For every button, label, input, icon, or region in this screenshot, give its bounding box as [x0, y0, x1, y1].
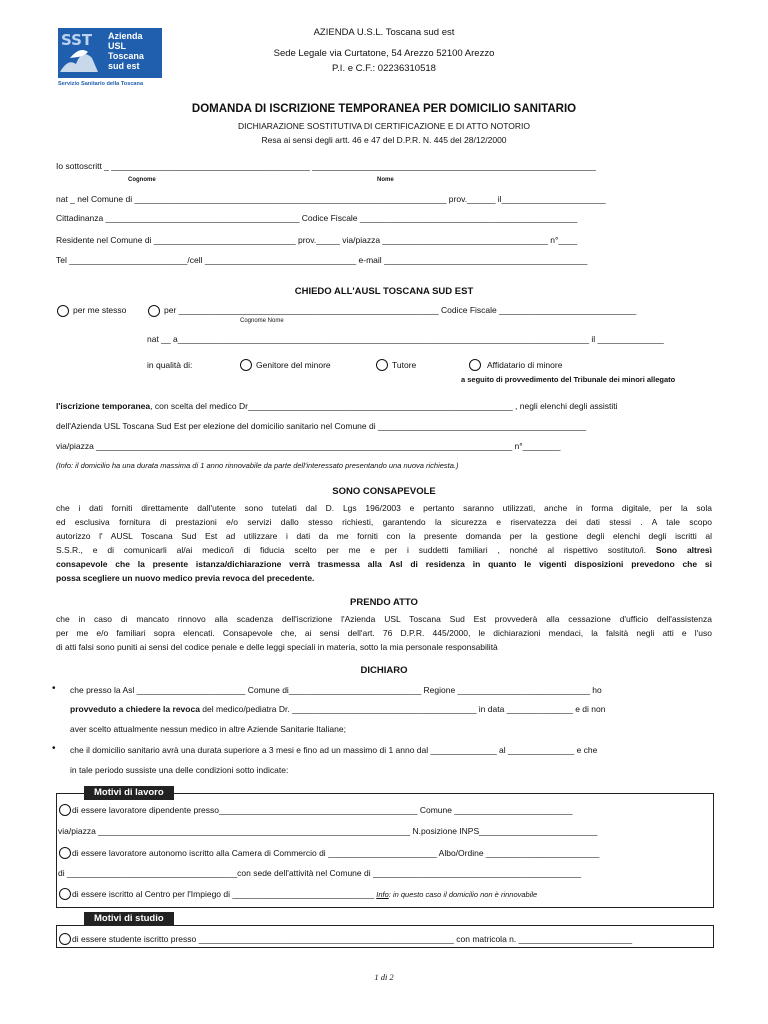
revocation-text: aver scelto attualmente nessun medico in altre Aziende Sanitarie Italiane;	[70, 724, 346, 734]
name-caption: Nome	[377, 177, 394, 183]
employee-field[interactable]: di essere lavoratore dipendente presso__________________________________________ Comune _________________________	[72, 805, 573, 815]
surname-name-caption: Cognome Nome	[240, 318, 284, 324]
svg-text:sud est: sud est	[108, 61, 140, 71]
duration-field[interactable]: che il domicilio sanitario avrà una durata superiore a 3 mesi e fino ad un massimo di 1 anno dal ______________ al ______________ e che	[70, 745, 598, 755]
job-center-field[interactable]: di essere iscritto al Centro per l'Impiego di ______________________________ Info: in questo caso il domicilio non è rinnovabile	[72, 889, 538, 899]
org-address: Sede Legale via Curtatone, 54 Arezzo 52100 Arezzo	[273, 48, 495, 59]
contacts-field[interactable]: Tel _________________________/cell ________________________________ e-mail ___________________________________________	[56, 255, 588, 265]
student-radio[interactable]	[59, 933, 71, 945]
request-heading: CHIEDO ALL'AUSL TOSCANA SUD EST	[294, 286, 474, 297]
declare-heading: DICHIARO	[360, 665, 408, 676]
svg-text:SST: SST	[61, 31, 93, 49]
svg-text:Toscana: Toscana	[108, 51, 144, 61]
work-reasons-heading: Motivi di lavoro	[84, 786, 174, 800]
revocation-asl-field[interactable]: che presso la Asl _______________________ Comune di____________________________ Regione ____________________________ ho	[70, 685, 602, 695]
parent-label: Genitore del minore	[256, 360, 331, 370]
aware-heading: SONO CONSAPEVOLE	[332, 486, 436, 497]
svg-text:USL: USL	[108, 41, 126, 51]
tutor-label: Tutore	[392, 360, 417, 370]
capacity-label: in qualità di:	[147, 360, 193, 370]
note-text-line: di atti falsi sono puniti ai sensi del codice penale e delle leggi speciali in materia, sotto la mia personale responsabilità	[56, 642, 498, 652]
employee-address-field[interactable]: via/piazza __________________________________________________________________ N.posizione INPS_________________________	[58, 826, 598, 836]
aware-text-line: autorizzo l' AUSL Toscana Sud Est ad utilizzare i dati da me forniti con la presente domanda per la gestione degli elenchi degli iscritti al	[56, 531, 712, 541]
student-field[interactable]: di essere studente iscritto presso ______________________________________________________ con matricola n. ________________________	[72, 934, 633, 944]
domicile-address-field[interactable]: via/piazza ________________________________________________________________________________________ n°________	[56, 441, 561, 451]
conditions-text: in tale periodo sussiste una delle condizioni sotto indicate:	[70, 765, 289, 775]
domicile-municipality-field[interactable]: dell'Azienda USL Toscana Sud Est per elezione del domicilio sanitario nel Comune di ____________________________________________	[56, 421, 586, 431]
self-employed-radio[interactable]	[59, 847, 71, 859]
svg-text:Azienda: Azienda	[108, 31, 143, 41]
surname-caption: Cognome	[128, 177, 156, 183]
study-reasons-heading: Motivi di studio	[84, 912, 174, 926]
self-employed-field[interactable]: di essere lavoratore autonomo iscritto alla Camera di Commercio di _______________________ Albo/Ordine ________________________	[72, 848, 600, 858]
note-text-line: per me e/o familiari sopra elencati. Consapevole che, ai sensi dell'art. 76 D.P.R. 445/2000, le dichiarazioni mendaci, la falsità negli atti e l'uso	[56, 628, 712, 638]
aware-text-line: possa scegliere un nuovo medico previa revoca del precedente.	[56, 573, 315, 583]
other-person-field[interactable]: per _______________________________________________________ Codice Fiscale _____________________________	[164, 305, 637, 315]
aware-text-line: consapevole che la presente istanza/dichiarazione verrà trasmessa alla Asl di residenza in quanto le vigenti disposizioni prevedono che si	[56, 559, 712, 569]
title-legal-ref: Resa ai sensi degli artt. 46 e 47 del D.P.R. N. 445 del 28/12/2000	[261, 135, 507, 145]
foster-radio[interactable]	[469, 359, 481, 371]
title-subtitle: DICHIARAZIONE SOSTITUTIVA DI CERTIFICAZIONE E DI ATTO NOTORIO	[237, 121, 531, 131]
aware-text-line: S.S.R., e di comunicarli al/ai medico/i di fiducia scelto per me e per i suddetti familiari , nonché al rispettivo sostituto/i. Sono altresì	[56, 545, 712, 555]
foster-label: Affidatario di minore	[487, 360, 563, 370]
domicile-info-note: (Info: il domicilio ha una durata massima di 1 anno rinnovabile da parte dell'interessato presentando una nuova richiesta.)	[56, 461, 459, 470]
other-person-radio[interactable]	[148, 305, 160, 317]
business-location-field[interactable]: di ____________________________________con sede dell'attività nel Comune di ____________________________________________	[58, 868, 581, 878]
employee-radio[interactable]	[59, 804, 71, 816]
citizenship-field[interactable]: Cittadinanza _________________________________________ Codice Fiscale ______________________________________________	[56, 213, 578, 223]
org-name: AZIENDA U.S.L. Toscana sud est	[313, 27, 455, 38]
note-text-line: che in caso di mancato rinnovo alla scadenza dell'iscrizione l'Azienda USL Toscana Sud Est provvederà alla cessazione d'ufficio dell'assistenza	[56, 614, 712, 624]
parent-radio[interactable]	[240, 359, 252, 371]
self-label: per me stesso	[73, 305, 127, 315]
other-birth-field[interactable]: nat __ a_______________________________________________________________________________________ il ______________	[147, 334, 664, 344]
aware-text-line: che i dati forniti direttamente dall'utente sono tutelati dal D. Lgs 196/2003 e pertanto saranno utilizzati, anche in forma digitale, per la sola	[56, 503, 712, 513]
undersigned-field[interactable]: Io sottoscritt _ __________________________________________ ____________________________________________________________	[56, 161, 596, 171]
org-tax-id: P.I. e C.F.: 02236310518	[332, 63, 436, 74]
page-number: 1 di 2	[374, 972, 394, 982]
birthplace-field[interactable]: nat _ nel Comune di __________________________________________________________________ prov.______ il______________________	[56, 194, 606, 204]
tutor-radio[interactable]	[376, 359, 388, 371]
azienda-logo	[58, 28, 162, 86]
page-title: DOMANDA DI ISCRIZIONE TEMPORANEA PER DOMICILIO SANITARIO	[191, 103, 577, 115]
revocation-doctor-field[interactable]: provveduto a chiedere la revoca del medico/pediatra Dr. _______________________________________ in data ______________ e di non	[70, 704, 606, 714]
job-center-radio[interactable]	[59, 888, 71, 900]
svg-text:Servizio Sanitario della Tosca: Servizio Sanitario della Toscana	[58, 81, 144, 86]
self-radio[interactable]	[57, 305, 69, 317]
note-heading: PRENDO ATTO	[350, 597, 418, 608]
enrollment-line[interactable]: l'iscrizione temporanea, con scelta del medico Dr________________________________________________________ , negli elenchi degli assistiti	[56, 401, 618, 411]
bullet-icon: •	[52, 743, 56, 754]
bullet-icon: •	[52, 683, 56, 694]
aware-text-line: ed esclusiva fornitura di prestazioni e/o servizi dallo stesso richiesti, garantendo la sicurezza e riservatezza dei dati stessi . A tale scopo	[56, 517, 712, 527]
foster-note: a seguito di provvedimento del Tribunale dei minori allegato	[461, 375, 676, 384]
residence-field[interactable]: Residente nel Comune di ______________________________ prov._____ via/piazza ___________________________________ n°____	[56, 235, 578, 245]
